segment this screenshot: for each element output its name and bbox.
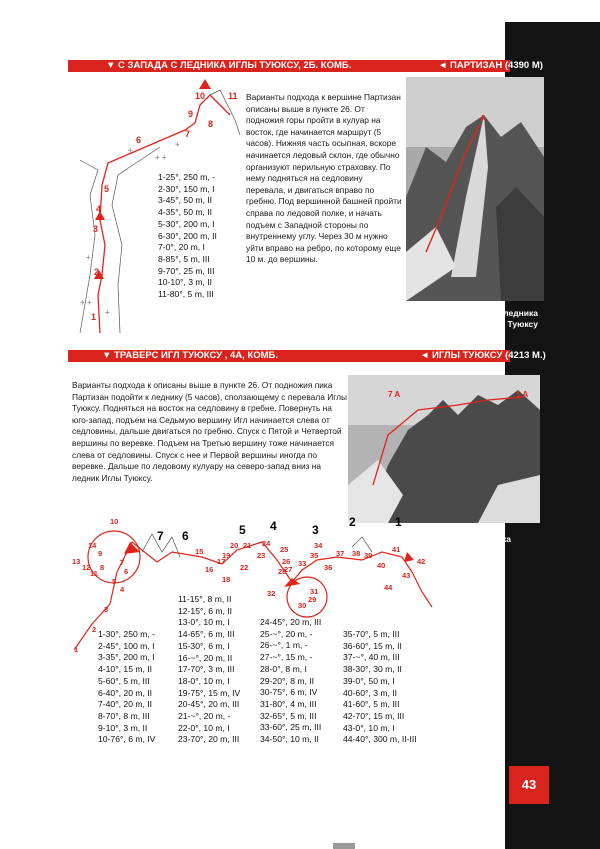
svg-text:+: + bbox=[86, 253, 91, 262]
svg-text:9: 9 bbox=[188, 109, 194, 119]
pitch-row: 7-0°, 20 m, I bbox=[158, 242, 205, 253]
svg-text:35: 35 bbox=[310, 551, 319, 560]
pitch-row: 16-~°, 20 m, II bbox=[178, 652, 233, 663]
pitch-row: 3-45°, 50 m, II bbox=[158, 195, 213, 206]
section1-description: Варианты подхода к вершине Партизан описаны выше в пункте 26. От подножия горы пройти в кулуар на восток, где начинается маршрут (5 часов). Нижняя часть осыпная, вскоре начинается ледовый склон, где обычно организуют перильную страховку. По нему подняться на седловину перевала, и двигаться вправо по гребню. Под вершинной башней пройти справа по ледовой полке, и начать подъем с Западной стороны по внутреннему углу. Через 30 м нужно уйти вправо на ребро, по которому еще 10 м. до вершины. bbox=[246, 92, 402, 265]
svg-text:40: 40 bbox=[377, 561, 386, 570]
svg-text:5: 5 bbox=[104, 184, 110, 194]
svg-text:33: 33 bbox=[298, 559, 307, 568]
svg-text:3: 3 bbox=[93, 224, 99, 234]
pitch-row: 23-70°, 20 m, III bbox=[178, 734, 240, 745]
svg-text:41: 41 bbox=[392, 545, 401, 554]
pitch-row: 37-~°, 40 m, III bbox=[343, 652, 400, 663]
pitch-row: 44-40°, 300 m, II-III bbox=[343, 734, 417, 745]
photo-marker: 1 A bbox=[516, 390, 529, 399]
svg-text:7: 7 bbox=[185, 129, 191, 139]
svg-text:2: 2 bbox=[349, 515, 356, 529]
pitch-row: 5-60°, 5 m, III bbox=[98, 675, 150, 686]
pitch-row: 25-~°, 20 m, - bbox=[260, 628, 313, 639]
svg-text:44: 44 bbox=[384, 583, 393, 592]
photo-drawing bbox=[406, 77, 544, 301]
pitch-row: 1-25°, 250 m, - bbox=[158, 172, 215, 182]
svg-text:3: 3 bbox=[104, 605, 109, 614]
pitch-row: 5-30°, 200 m, I bbox=[158, 218, 215, 229]
svg-text:1: 1 bbox=[74, 645, 79, 654]
pitch-row: 9-70°, 25 m, III bbox=[158, 265, 215, 276]
pitch-row: 33-60°, 25 m, III bbox=[260, 722, 322, 733]
section2-caption: Вид с ледника Иглы Туюксу bbox=[450, 534, 511, 555]
svg-text:+: + bbox=[128, 146, 133, 155]
pitch-row: 6-40°, 20 m, II bbox=[98, 687, 153, 698]
svg-text:+ +: + + bbox=[155, 153, 167, 162]
svg-text:23: 23 bbox=[257, 551, 266, 560]
svg-text:39: 39 bbox=[364, 551, 373, 560]
pitch-row: 29-20°, 8 m, II bbox=[260, 675, 315, 686]
pitch-row: 4-10°, 15 m, II bbox=[98, 664, 153, 675]
svg-text:11: 11 bbox=[90, 569, 98, 578]
pitch-row: 15-30°, 6 m, I bbox=[178, 640, 230, 651]
svg-text:1: 1 bbox=[91, 312, 97, 322]
svg-text:+: + bbox=[175, 140, 180, 149]
scan-mark bbox=[333, 843, 355, 849]
svg-text:6: 6 bbox=[182, 529, 189, 543]
pitch-row: 10-76°, 6 m, IV bbox=[98, 734, 156, 745]
svg-text:20: 20 bbox=[230, 541, 239, 550]
section2-pitch-col-4 bbox=[343, 629, 417, 746]
pitch-row: 14-65°, 6 m, III bbox=[178, 629, 235, 640]
pitch-row: 1-30°, 250 m, - bbox=[98, 629, 155, 639]
pitch-row: 20-45°, 20 m, III bbox=[178, 699, 240, 710]
pitch-row: 2-45°, 100 m, I bbox=[98, 640, 155, 651]
section1-mountain-photo bbox=[406, 77, 544, 301]
svg-text:31: 31 bbox=[310, 587, 319, 596]
pitch-row: 35-70°, 5 m, III bbox=[343, 629, 400, 639]
svg-text:36: 36 bbox=[324, 563, 333, 572]
pitch-row: 39-0°, 50 m, I bbox=[343, 675, 395, 686]
section2-mountain-photo bbox=[348, 375, 540, 523]
svg-text:30: 30 bbox=[298, 601, 307, 610]
svg-text:5: 5 bbox=[112, 577, 117, 586]
svg-text:7: 7 bbox=[120, 558, 125, 567]
page-number: 43 bbox=[509, 766, 549, 804]
pitch-row: 38-30°, 30 m, II bbox=[343, 664, 402, 675]
section1-caption: Вид с ледника Туюксу bbox=[477, 308, 538, 329]
pitch-row: 2-30°, 150 m, I bbox=[158, 183, 215, 194]
svg-text:8: 8 bbox=[208, 119, 214, 129]
photo-marker: 7 A bbox=[388, 390, 401, 399]
pitch-row: 26-~°, 1 m, - bbox=[260, 640, 308, 651]
svg-text:7: 7 bbox=[157, 529, 164, 543]
svg-text:16: 16 bbox=[205, 565, 214, 574]
svg-text:37: 37 bbox=[336, 549, 345, 558]
section2-right-band bbox=[410, 350, 546, 362]
section1-topo-diagram bbox=[60, 75, 245, 340]
pitch-row: 12-15°, 6 m, II bbox=[178, 605, 233, 616]
svg-text:32: 32 bbox=[267, 589, 276, 598]
svg-text:13: 13 bbox=[72, 557, 81, 566]
svg-text:14: 14 bbox=[88, 541, 97, 550]
pitch-row: 9-10°, 3 m, II bbox=[98, 722, 148, 733]
pitch-row: 7-40°, 20 m, II bbox=[98, 699, 153, 710]
svg-text:1: 1 bbox=[395, 515, 402, 529]
photo-drawing bbox=[348, 375, 540, 523]
route-arrows bbox=[124, 542, 414, 587]
section1-right-band bbox=[410, 60, 543, 72]
pitch-row: 28-0°, 8 m, I bbox=[260, 663, 307, 674]
svg-text:3: 3 bbox=[312, 523, 319, 537]
svg-text:6: 6 bbox=[136, 135, 142, 145]
pitch-row: 21-~°, 20 m, - bbox=[178, 711, 231, 722]
svg-text:4: 4 bbox=[96, 204, 102, 214]
svg-text:12: 12 bbox=[82, 563, 91, 572]
svg-text:38: 38 bbox=[352, 549, 361, 558]
pitch-row: 36-60°, 15 m, II bbox=[343, 640, 402, 651]
svg-text:22: 22 bbox=[240, 563, 249, 572]
svg-text:24: 24 bbox=[262, 539, 271, 548]
svg-text:27: 27 bbox=[284, 565, 293, 574]
svg-text:10: 10 bbox=[195, 91, 206, 101]
pitch-row: 6-30°, 200 m, II bbox=[158, 230, 217, 241]
pitch-row: 11-15°, 8 m, II bbox=[178, 594, 232, 604]
pitch-row: 10-10°, 3 m, II bbox=[158, 277, 213, 288]
svg-text:9: 9 bbox=[98, 549, 103, 558]
svg-text:5: 5 bbox=[239, 523, 246, 537]
svg-text:4: 4 bbox=[120, 585, 125, 594]
pitch-row: 41-60°, 5 m, III bbox=[343, 699, 400, 710]
svg-text:15: 15 bbox=[195, 547, 204, 556]
pitch-row: 4-35°, 50 m, II bbox=[158, 207, 213, 218]
section2-left-title: ▼ ТРАВЕРС ИГЛ ТУЮКСУ , 4А, КОМБ. bbox=[102, 350, 279, 361]
svg-text:4: 4 bbox=[270, 519, 277, 533]
section1-left-title: ▼ С ЗАПАДА С ЛЕДНИКА ИГЛЫ ТУЮКСУ, 2Б. КОМБ. bbox=[106, 60, 352, 71]
pitch-row: 8-85°, 5 m, III bbox=[158, 253, 210, 264]
section1-pitch-list bbox=[158, 172, 217, 301]
svg-text:2: 2 bbox=[92, 625, 97, 634]
pitch-row: 8-70°, 8 m, III bbox=[98, 710, 150, 721]
svg-text:18: 18 bbox=[222, 575, 231, 584]
svg-text:17: 17 bbox=[217, 557, 226, 566]
pitch-row: 31-80°, 4 m, III bbox=[260, 698, 317, 709]
peak-numbers bbox=[157, 515, 402, 543]
svg-text:8: 8 bbox=[100, 563, 105, 572]
pitch-row: 19-75°, 15 m, IV bbox=[178, 687, 241, 698]
svg-text:34: 34 bbox=[314, 541, 323, 550]
pitch-row: 27-~°, 15 m, - bbox=[260, 652, 313, 663]
svg-text:+ +: + + bbox=[80, 298, 92, 307]
svg-text:29: 29 bbox=[308, 595, 317, 604]
section2-description: Варианты подхода к описаны выше в пункте 26. От подножия пика Партизан подойти к леднику (5 часов), сползающему с перевала Иглы Туюксу. Подняться на восток на седловину в гребне. Повернуть на юго-запад, подъем на Седьмую вершину Игл начинается слева от седловины, дальше двигаться по гребню. Спуск с Пятой и Четвертой вершины по веревке. Подъем на Третью вершину тоже начинается слева от седловины. Спуск с нее и Первой вершины иногда по веревке. Дальше по ледовому кулуару на северо-запад вниз на ледник Иглы Туюксу. bbox=[72, 380, 348, 483]
pitch-row: 11-80°, 5 m, III bbox=[158, 289, 214, 300]
svg-text:28: 28 bbox=[278, 567, 287, 576]
pitch-row: 18-0°, 10 m, I bbox=[178, 675, 230, 686]
svg-text:11: 11 bbox=[228, 91, 238, 101]
section2-right-title: ◄ ИГЛЫ ТУЮКСУ (4213 М.) bbox=[420, 350, 546, 361]
svg-text:2: 2 bbox=[94, 267, 100, 277]
pitch-row: 22-0°, 10 m, I bbox=[178, 722, 230, 733]
pitch-row: 40-60°, 3 m, II bbox=[343, 687, 398, 698]
svg-text:42: 42 bbox=[417, 557, 426, 566]
svg-text:25: 25 bbox=[280, 545, 289, 554]
section2-pitch-col-1 bbox=[98, 629, 155, 746]
svg-text:6: 6 bbox=[124, 567, 129, 576]
pitch-row: 3-35°, 200 m, I bbox=[98, 652, 155, 663]
svg-text:26: 26 bbox=[282, 557, 291, 566]
photo-marker: A bbox=[480, 114, 486, 123]
pitch-row: 34-50°, 10 m, II bbox=[260, 734, 319, 745]
svg-text:21: 21 bbox=[243, 541, 252, 550]
section2-pitch-col-3 bbox=[260, 617, 321, 746]
svg-text:10: 10 bbox=[110, 517, 119, 526]
svg-text:19: 19 bbox=[222, 551, 231, 560]
pitch-row: 30-75°, 6 m, IV bbox=[260, 687, 318, 698]
svg-text:43: 43 bbox=[402, 571, 411, 580]
pitch-row: 13-0°, 10 m, I bbox=[178, 617, 230, 628]
pitch-row: 17-70°, 3 m, III bbox=[178, 664, 235, 675]
section1-right-title: ◄ ПАРТИЗАН (4390 М) bbox=[438, 60, 543, 71]
section2-pitch-col-2 bbox=[178, 594, 240, 746]
pitch-row: 42-70°, 15 m, III bbox=[343, 710, 405, 721]
pitch-row: 43-0°, 10 m, I bbox=[343, 722, 395, 733]
svg-text:+: + bbox=[105, 308, 110, 317]
pitch-row: 24-45°, 20 m, III bbox=[260, 617, 322, 627]
pitch-row: 32-65°, 5 m, III bbox=[260, 710, 317, 721]
